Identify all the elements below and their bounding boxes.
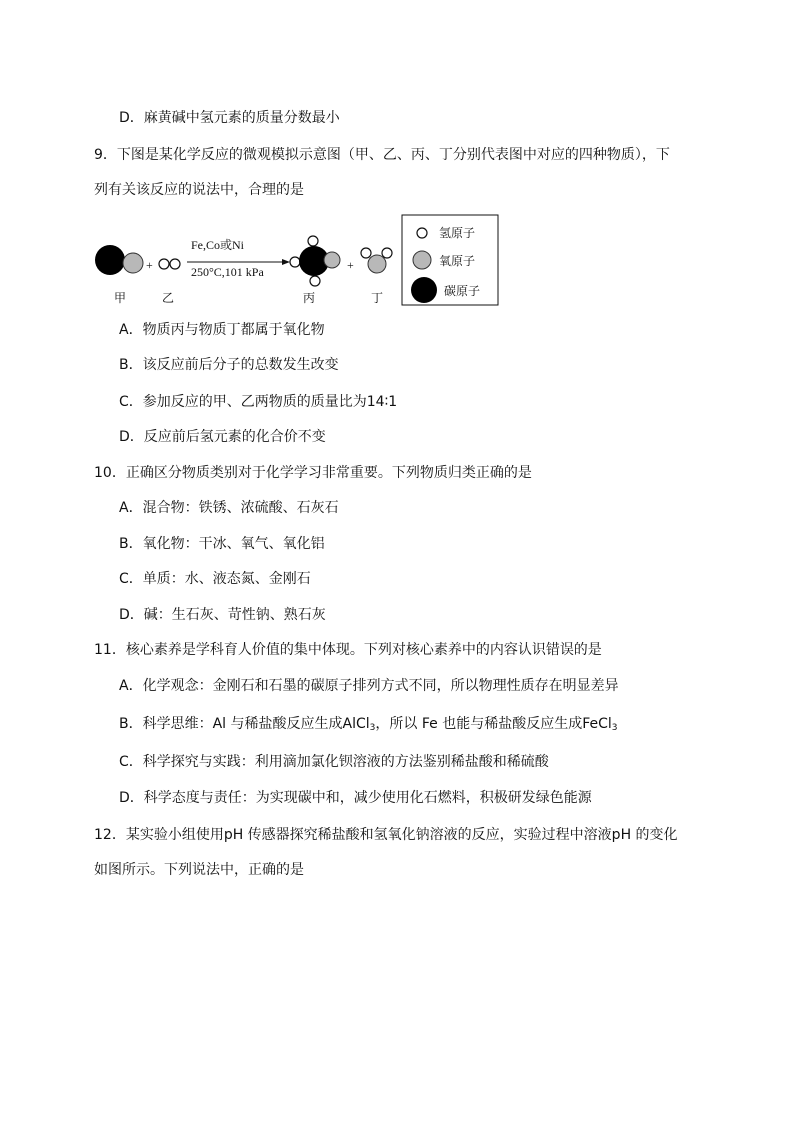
- q11-option-d: D．科学态度与责任：为实现碳中和，减少使用化石燃料，积极研发绿色能源: [119, 790, 592, 806]
- oxygen-atom-icon: [413, 251, 431, 269]
- legend-oxygen: 氧原子: [439, 254, 476, 268]
- molecule-bing: [290, 236, 340, 286]
- legend-box: [402, 215, 498, 305]
- q10-option-c: C．单质：水、液态氮、金刚石: [119, 571, 311, 587]
- q9-stem-line2: 列有关该反应的说法中，合理的是: [94, 182, 304, 198]
- q9-option-d: D．反应前后氢元素的化合价不变: [119, 429, 326, 445]
- q12-stem-line1: 12．某实验小组使用pH 传感器探究稀盐酸和氢氧化钠溶液的反应，实验过程中溶液pH 的变化: [94, 827, 678, 843]
- q10-stem: 10．正确区分物质类别对于化学学习非常重要。下列物质归类正确的是: [94, 465, 532, 481]
- q12-stem-line2: 如图所示。下列说法中，正确的是: [94, 862, 304, 878]
- hydrogen-atom-icon: [417, 228, 427, 238]
- q9-option-c: C．参加反应的甲、乙两物质的质量比为14∶1: [119, 394, 398, 410]
- q11-option-b: [119, 714, 618, 734]
- carbon-atom-icon: [411, 277, 437, 303]
- q11-option-b-part1: B．科学思维：Al 与稀盐酸反应生成AlCl: [119, 716, 370, 732]
- label-bing: 丙: [303, 291, 316, 305]
- arrow-head-icon: [282, 259, 290, 265]
- q11-option-b-subscript1: 3: [369, 723, 376, 733]
- legend-carbon: 碳原子: [444, 284, 481, 298]
- q9-option-a: A．物质丙与物质丁都属于氧化物: [119, 322, 325, 338]
- plus-sign-2: +: [347, 258, 354, 272]
- reaction-condition-catalyst: Fe,Co或Ni: [191, 238, 245, 252]
- q10-option-a: A．混合物：铁锈、浓硫酸、石灰石: [119, 500, 339, 516]
- q9-stem-line1: 9．下图是某化学反应的微观模拟示意图（甲、乙、丙、丁分别代表图中对应的四种物质），下: [94, 147, 670, 163]
- reaction-condition-temp-pressure: 250°C,101 kPa: [191, 265, 264, 279]
- q11-option-b-part2: ，所以 Fe 也能与稀盐酸反应生成FeCl: [375, 716, 612, 732]
- q10-option-b: B．氧化物：干冰、氧气、氧化铝: [119, 536, 325, 552]
- reaction-diagram: [94, 214, 504, 306]
- label-jia: 甲: [114, 291, 127, 305]
- q11-option-a: A．化学观念：金刚石和石墨的碳原子排列方式不同，所以物理性质存在明显差异: [119, 678, 619, 694]
- plus-sign-1: +: [146, 258, 153, 272]
- q11-option-b-subscript2: 3: [611, 723, 618, 733]
- q9-option-b: B．该反应前后分子的总数发生改变: [119, 357, 339, 373]
- molecule-jia: [95, 245, 143, 275]
- q11-stem: 11．核心素养是学科育人价值的集中体现。下列对核心素养中的内容认识错误的是: [94, 642, 602, 658]
- label-ding: 丁: [371, 291, 384, 305]
- q8-option-d: D．麻黄碱中氢元素的质量分数最小: [119, 110, 340, 126]
- label-yi: 乙: [162, 291, 175, 305]
- q10-option-d: D．碱：生石灰、苛性钠、熟石灰: [119, 607, 326, 623]
- molecule-ding: [361, 248, 392, 273]
- molecule-yi: [159, 259, 180, 269]
- legend-hydrogen: 氢原子: [439, 226, 476, 240]
- q11-option-c: C．科学探究与实践：利用滴加氯化钡溶液的方法鉴别稀盐酸和稀硫酸: [119, 754, 549, 770]
